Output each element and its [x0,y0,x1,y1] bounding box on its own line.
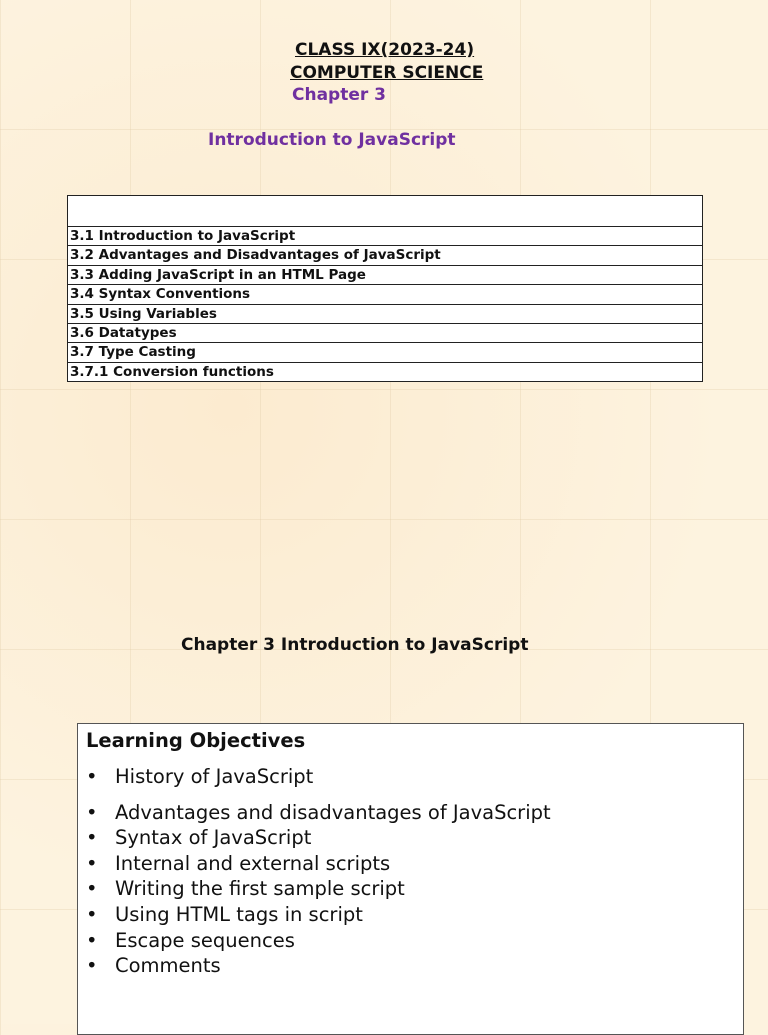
contents-table-header [68,196,702,227]
bullet-icon: • [86,954,98,978]
chapter-heading: Chapter 3 Introduction to JavaScript [181,635,529,655]
contents-row: 3.1 Introduction to JavaScript [68,227,702,246]
bullet-icon: • [86,877,98,901]
objective-text: Escape sequences [115,928,295,952]
bullet-icon: • [86,928,98,952]
bullet-icon: • [86,765,98,788]
objectives-title: Learning Objectives [86,729,306,752]
objective-text: Using HTML tags in script [115,902,363,926]
objective-text: Writing the first sample script [115,877,405,901]
chapter-label: Chapter 3 [292,85,387,105]
contents-row: 3.7.1 Conversion functions [70,363,274,380]
class-heading: CLASS IX(2023-24) [295,40,475,60]
objective-item [86,800,551,826]
objective-text: Syntax of JavaScript [115,826,312,850]
objective-item [86,953,551,979]
contents-row: 3.3 Adding JavaScript in an HTML Page [68,266,702,285]
objective-item [86,876,551,902]
bullet-icon: • [86,800,98,824]
subject-heading: COMPUTER SCIENCE [290,63,484,83]
objective-item [86,902,551,928]
bullet-icon: • [86,902,98,926]
learning-objectives-box [77,723,744,1035]
contents-row: 3.2 Advantages and Disadvantages of JavaScript [68,246,702,265]
objective-item [86,851,551,877]
objective-item [86,825,551,851]
objectives-list [86,764,551,979]
objective-text: Advantages and disadvantages of JavaScript [115,800,551,824]
contents-row: 3.7 Type Casting [68,343,702,362]
objective-item [86,928,551,954]
contents-row: 3.5 Using Variables [68,305,702,324]
objective-item [86,764,551,790]
contents-row: 3.6 Datatypes [68,324,702,343]
contents-table [67,195,703,382]
contents-row: 3.4 Syntax Conventions [68,285,702,304]
bullet-icon: • [86,826,98,850]
bullet-icon: • [86,851,98,875]
objective-text: Comments [115,954,221,978]
objective-text: Internal and external scripts [115,851,391,875]
topic-title: Introduction to JavaScript [208,130,456,150]
objective-text: History of JavaScript [115,765,314,788]
